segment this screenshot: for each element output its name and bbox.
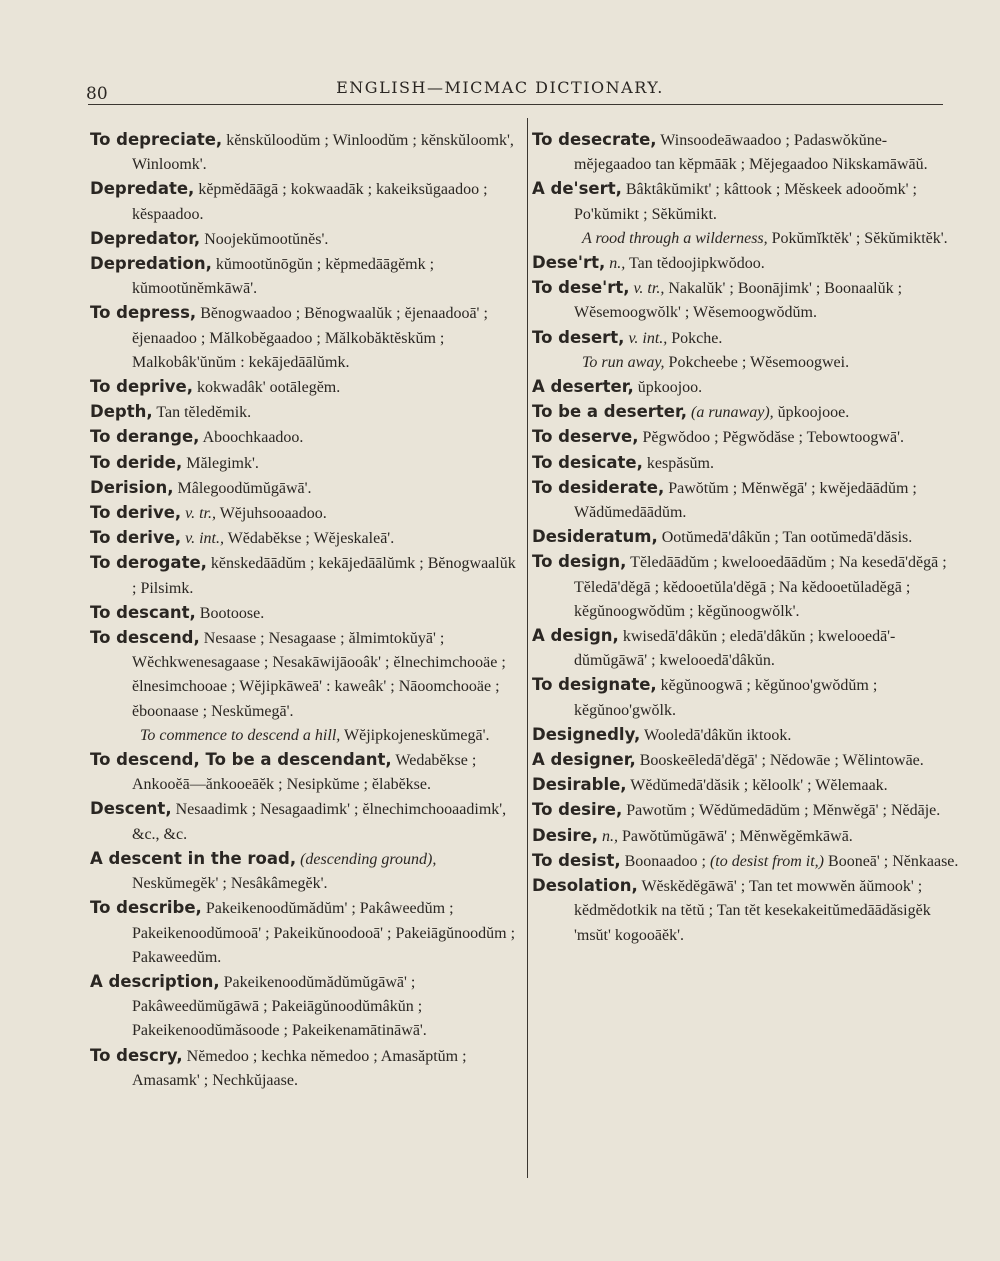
definition: Pawotŭm ; Wĕdŭmedādŭm ; Mĕnwĕgā' ; Nĕdāje. [626,802,941,820]
dictionary-entry [532,525,962,550]
dictionary-entry [90,551,520,600]
dictionary-entry [532,624,962,673]
dictionary-entry [532,798,962,823]
dictionary-entry [532,824,962,849]
definition: Pokŭmĭktĕk' ; Sĕkŭmiktĕk'. [771,229,948,247]
definition: Booskeēledā'dĕgā' ; Nĕdowāe ; Wĕlintowāe. [639,752,924,770]
dictionary-entry [532,773,962,798]
definition: kĕgŭnoogwā ; kĕgŭnoo'gwŏdŭm ; kĕgŭnoo'gwŏlk. [574,677,878,719]
definition: kĕnskedāādŭm ; kekājedāālŭmk ; Bĕnogwaalŭk ; Pilsimk. [132,555,516,597]
headword: Desideratum, [532,527,658,547]
definition: Winsoodeāwaadoo ; Padaswŏkŭne-mĕjegaadoo tan kĕpmāāk ; Mĕjegaadoo Nikskamāwāŭ. [574,132,928,174]
headword: Designedly, [532,724,641,744]
dictionary-entry [532,375,962,400]
headword: To deride, [90,452,183,472]
definition: Booneā' ; Nĕnkaase. [828,852,959,870]
dictionary-entry [90,227,520,252]
definition: Nĕmedoo ; kechka nĕmedoo ; Amasăptŭm ; Amasamk' ; Nechkŭjaase. [132,1047,467,1089]
headword: To derive, [90,503,182,523]
definition: Nakalŭk' ; Boonājimk' ; Boonaalŭk ; Wĕsemoogwŏlk' ; Wĕsemoogwŏdŭm. [574,280,903,322]
dictionary-entry [90,1044,520,1093]
example-phrase: A rood through a wilderness, [582,229,768,247]
headword: Depth, [90,402,153,422]
definition: Pawŏtŭmŭgāwā' ; Mĕnwĕgĕmkāwā. [621,827,853,845]
definition: Pĕgwŏdoo ; Pĕgwŏdăse ; Tebowtoogwā'. [642,429,904,447]
headword: To depreciate, [90,130,223,149]
definition: Wĕjuhsooaadoo. [219,505,327,523]
dictionary-entry [532,351,962,375]
definition: Nesaadimk ; Nesagaadimk' ; ĕlnechimchooaadimk', &c., &c. [132,801,507,843]
headword: Desolation, [532,876,638,896]
headword: To derive, [90,528,182,548]
example-phrase: To commence to descend a hill, [140,726,341,744]
definition: kĕnskŭloodŭm ; Winloodŭm ; kĕnskŭloomk', Winloomk'. [132,132,514,174]
dictionary-entry [532,476,962,525]
gloss-note: (to desist from it,) [709,852,825,870]
dictionary-entry [532,723,962,748]
dictionary-entry [90,177,520,226]
dictionary-entry [90,400,520,425]
headword: A design, [532,626,619,646]
dictionary-entry [90,724,520,748]
headword: To design, [532,552,627,572]
example-phrase: To run away, [582,353,665,371]
headword: To descend, [90,628,200,648]
headword: To derange, [90,427,200,447]
headword: A deserter, [532,377,634,397]
dictionary-entry [532,326,962,351]
headword: To designate, [532,675,657,695]
part-of-speech: v. int., [185,530,224,548]
dictionary-entry [90,301,520,375]
dictionary-entry [90,252,520,301]
dictionary-entry [90,375,520,400]
dictionary-entry [532,425,962,450]
dictionary-entry [532,251,962,276]
dictionary-entry [90,847,520,896]
dictionary-entry [532,451,962,476]
headword: To desert, [532,327,625,347]
definition: kŭmootŭnōgŭn ; kĕpmedāāgĕmk ; kŭmootŭnĕmkāwā'. [132,256,435,298]
headword: To desist, [532,850,621,870]
dictionary-entry [90,797,520,846]
definition: Tan tĕledĕmik. [156,404,252,422]
headword: To depress, [90,303,197,323]
definition: Wooledā'dâkŭn iktook. [644,726,792,744]
headword: A de'sert, [532,179,622,199]
part-of-speech: v. int., [628,329,668,347]
definition: Bâktâkŭmikt' ; kâttook ; Mĕskeek adooŏmk' ; Po'kŭmikt ; Sĕkŭmikt. [574,181,917,223]
gloss-note: (descending ground), [300,850,437,868]
part-of-speech: v. tr., [185,505,216,523]
headword: A designer, [532,750,636,770]
definition: Nesaase ; Nesagaase ; ălmimtokŭyā' ; Wĕchkwenesagaase ; Nesakāwijāooâk' ; ĕlnechimchooäe ; ĕlnesimchooae ; Wĕjipkāweā' : kaweâk' ; Nāoomchooäe ; ĕboonaase ; Neskŭmegā'. [132,630,506,720]
definition: Pakeikenoodŭmădŭmŭgāwā' ; Pakâweedŭmŭgāwā ; Pakeiāgŭnoodŭmâkŭn ; Pakeikenoodŭmăsoode ; Pakeikenamātināwā'. [132,973,427,1040]
headword: To desiderate, [532,477,665,497]
dictionary-entry [532,227,962,251]
headword: To describe, [90,898,202,918]
headword: To desecrate, [532,130,657,149]
headword: A description, [90,971,220,991]
dictionary-entry [532,673,962,722]
headword: A descent in the road, [90,848,297,868]
definition: Noojekŭmootŭnĕs'. [204,230,329,248]
headword: To dese'rt, [532,278,630,298]
dictionary-entry [90,601,520,626]
definition: kwisedā'dâkŭn ; eledā'dâkŭn ; kwelooedā'-dŭmŭgāwā' ; kwelooedā'dâkŭn. [574,628,896,670]
headword: Desirable, [532,775,627,795]
definition: kĕpmĕdāāgā ; kokwaadāk ; kakeiksŭgaadoo ; kĕspaadoo. [132,181,488,223]
dictionary-entry [90,970,520,1044]
dictionary-entry [90,128,520,177]
dictionary-entry [532,874,962,948]
dictionary-entry [532,849,962,874]
headword: To be a deserter, [532,402,687,422]
definition: Neskŭmegĕk' ; Nesâkâmegĕk'. [132,875,328,893]
headword: To descry, [90,1045,183,1065]
definition: kespăsŭm. [646,454,714,472]
definition: Pawŏtŭm ; Mĕnwĕgā' ; kwĕjedāādŭm ; Wădŭmedāādŭm. [574,479,917,522]
definition: Tan tĕdoojipkwŏdoo. [628,255,765,273]
definition: Wĕjipkojeneskŭmegā'. [343,726,490,744]
running-head: ENGLISH—MICMAC DICTIONARY. [336,78,664,97]
headword: Dese'rt, [532,253,606,273]
headword: To deprive, [90,377,193,397]
header-rule [88,104,943,105]
definition: Tĕledāādŭm ; kwelooedāādŭm ; Na kesedā'dĕgā ; Tĕledā'dĕgā ; kĕdooetŭla'dĕgā ; Na kĕdooetŭladĕgā ; kĕgŭnoogwŏdŭm ; kĕgŭnoogwŏlk'. [574,554,947,620]
definition: Wĕdŭmedā'dăsik ; kĕloolk' ; Wĕlemaak. [630,777,888,795]
dictionary-entry [532,400,962,425]
part-of-speech: v. tr., [633,280,665,298]
dictionary-entry [90,425,520,450]
dictionary-entry [90,501,520,526]
headword: Depredator, [90,228,201,248]
definition: Mălegimk'. [186,454,259,472]
dictionary-entry [532,128,962,177]
gloss-note: (a runaway), [690,404,774,422]
headword: Depredate, [90,179,195,199]
part-of-speech: n., [601,827,618,845]
definition: Pokcheebe ; Wĕsemoogwei. [668,353,850,371]
dictionary-entry [90,748,520,797]
headword: Descent, [90,799,172,819]
dictionary-entry [532,550,962,624]
column-divider [527,118,528,1178]
headword: To desire, [532,800,623,820]
definition: Bootoose. [199,604,265,622]
right-column [532,128,962,948]
definition: Mâlegoodŭmŭgāwā'. [177,479,312,497]
definition: Boonaadoo ; [624,852,706,870]
definition: Wĕdabĕkse ; Wĕjeskaleā'. [227,530,395,548]
headword: To deserve, [532,427,639,447]
page-number: 80 [86,84,108,104]
dictionary-entry [90,451,520,476]
definition: Ootŭmedā'dâkŭn ; Tan ootŭmedā'dăsis. [661,529,913,547]
dictionary-entry [532,748,962,773]
definition: Aboochkaadoo. [202,429,304,447]
dictionary-entry [90,626,520,724]
part-of-speech: n., [609,255,626,273]
dictionary-entry [90,896,520,970]
definition: ŭpkoojoo. [637,379,703,397]
dictionary-entry [532,276,962,325]
headword: To descend, To be a descendant, [90,750,392,770]
dictionary-entry [90,476,520,501]
definition: Wĕskĕdĕgāwā' ; Tan tet mowwĕn ăŭmook' ; kĕdmĕdotkik na tĕtŭ ; Tan tĕt kesekakeitŭmedāādăsigĕk 'msŭt' kogooāĕk'. [574,878,931,944]
definition: Bĕnogwaadoo ; Bĕnogwaalŭk ; ĕjenaadooā' ; ĕjenaadoo ; Mălkobĕgaadoo ; Mălkobăktĕskŭm ; Malkobâk'ŭnŭm : kekājedāālŭmk. [132,305,488,371]
headword: To descant, [90,602,196,622]
dictionary-entry [532,177,962,226]
definition: kokwadâk' ootālegĕm. [196,379,341,397]
headword: Derision, [90,477,174,497]
definition: Pakeikenoodŭmădŭm' ; Pakâweedŭm ; Pakeikenoodŭmooā' ; Pakeikŭnoodooā' ; Pakeiāgŭnoodŭm ; Pakaweedŭm. [132,900,516,966]
headword: Depredation, [90,254,212,274]
definition: Pokche. [671,329,723,347]
headword: Desire, [532,825,598,845]
definition: Wedabĕkse ; Ankooĕā—ănkooeāĕk ; Nesipkŭme ; ĕlabĕkse. [132,752,477,794]
left-column [90,128,520,1093]
definition: ŭpkoojooe. [777,404,850,422]
headword: To derogate, [90,553,207,573]
headword: To desicate, [532,452,643,472]
dictionary-entry [90,526,520,551]
